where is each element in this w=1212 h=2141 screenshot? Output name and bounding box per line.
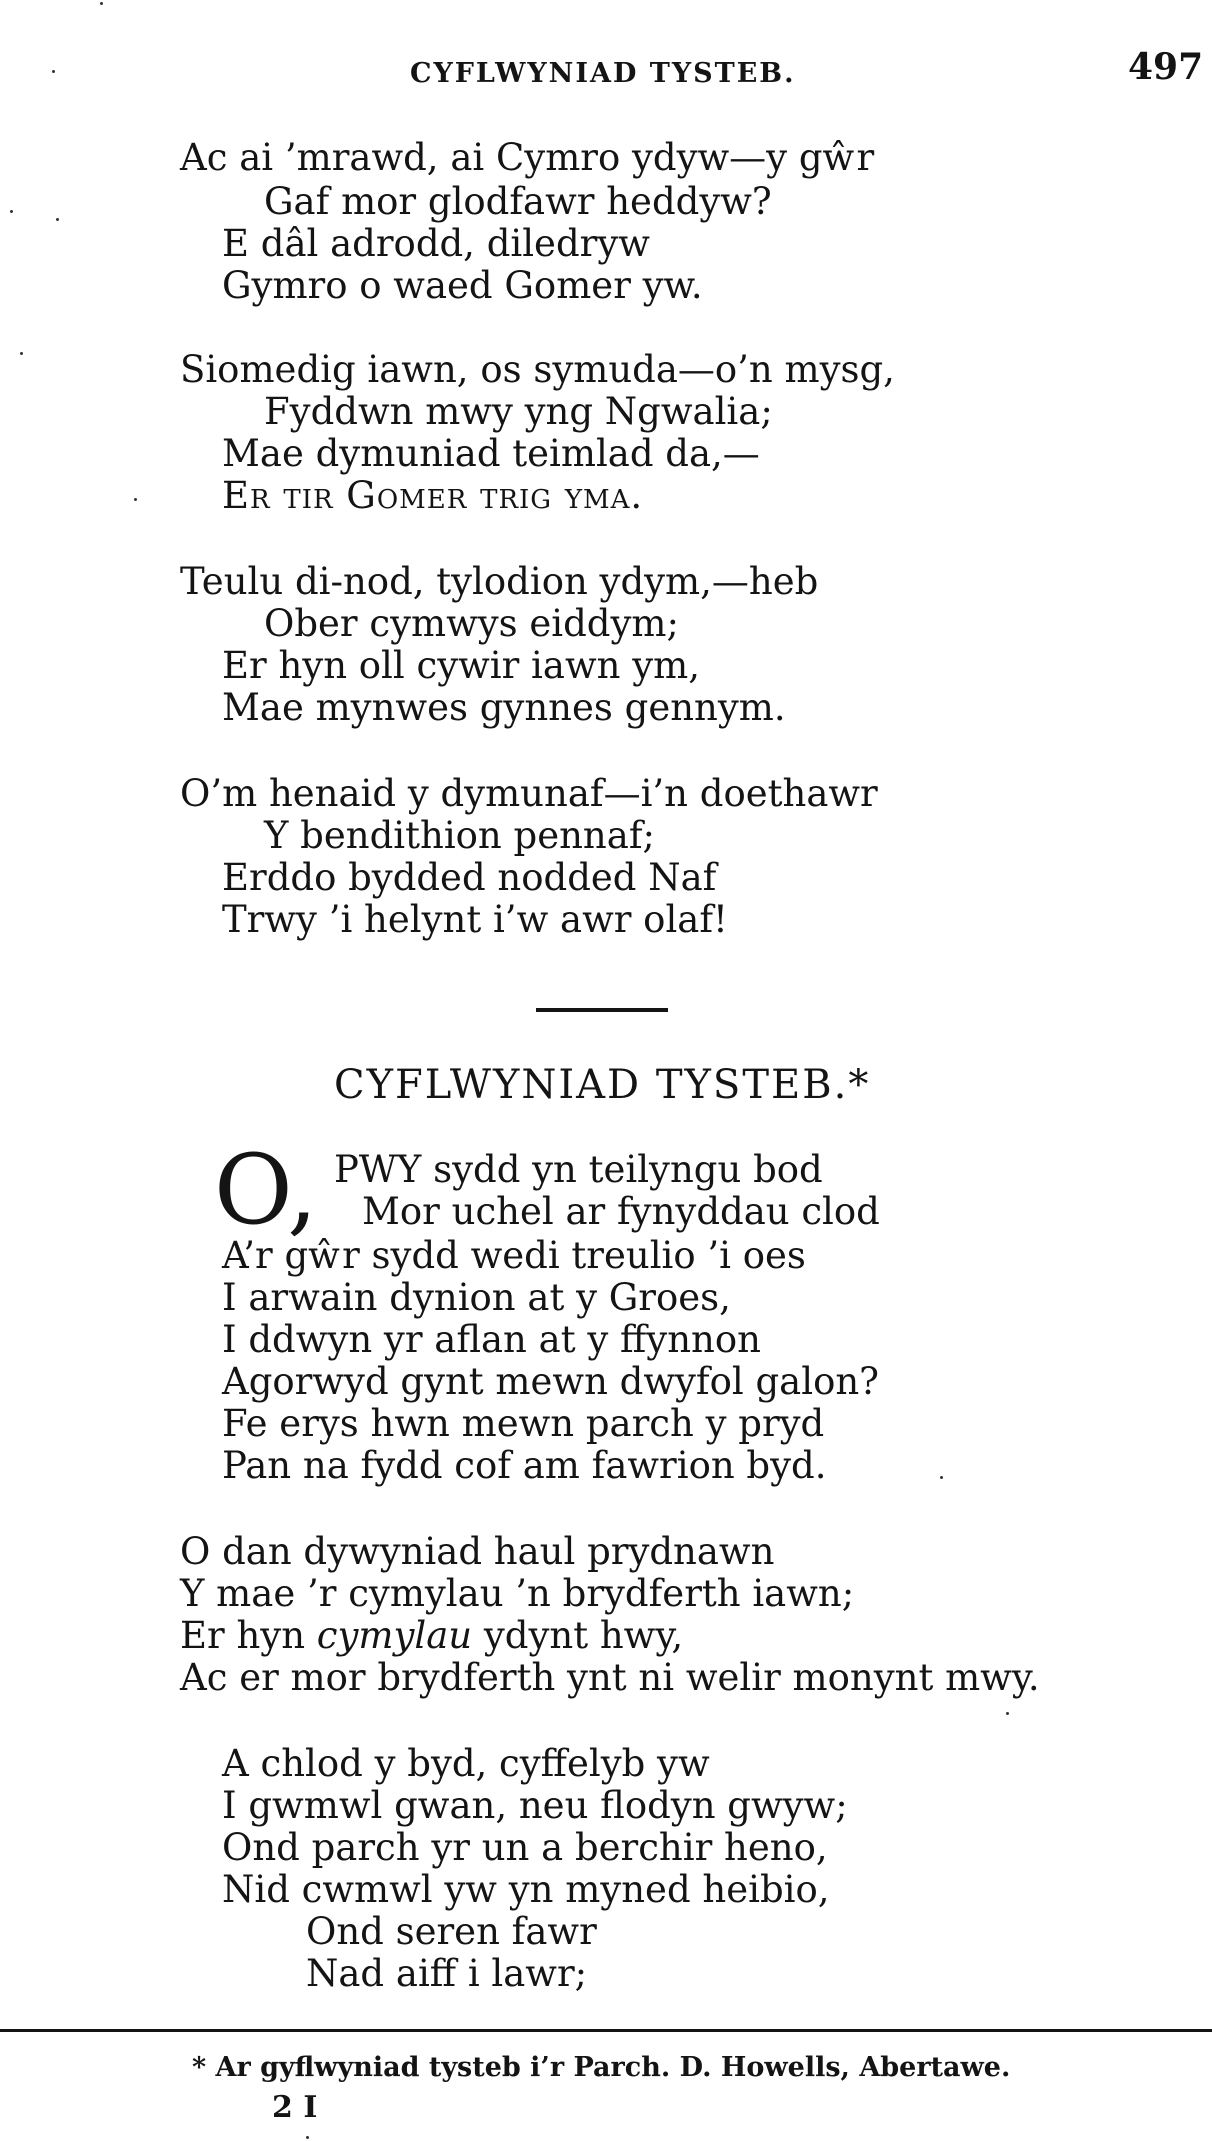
poem1-line: Mae mynwes gynnes gennym. — [222, 686, 786, 729]
poem1-line: E dâl adrodd, diledryw — [222, 222, 650, 265]
poem2-line: I arwain dynion at y Groes, — [222, 1276, 731, 1319]
poem1-line: Ober cymwys eiddym; — [264, 602, 679, 645]
poem1-line: Trwy ’i helynt i’w awr olaf! — [222, 898, 728, 941]
running-head: CYFLWYNIAD TYSTEB. — [410, 58, 796, 89]
poem2-line: Ac er mor brydferth ynt ni welir monynt mwy. — [180, 1656, 1040, 1699]
poem1-line: O’m henaid y dymunaf—i’n doethawr — [180, 772, 878, 815]
poem2-line-part: Er hyn — [180, 1614, 317, 1657]
poem2-line: Agorwyd gynt mewn dwyfol galon? — [222, 1360, 880, 1403]
poem1-line: Siomedig iawn, os symuda—o’n mysg, — [180, 348, 895, 391]
scan-speck — [100, 2, 103, 5]
poem2-line: Fe erys hwn mewn parch y pryd — [222, 1402, 825, 1445]
page-number: 497 — [1128, 46, 1204, 88]
scan-speck — [56, 218, 59, 221]
poem2-line: Ond seren fawr — [306, 1910, 597, 1953]
poem1-line: Gymro o waed Gomer yw. — [222, 264, 703, 307]
poem2-line: I ddwyn yr aflan at y ffynnon — [222, 1318, 761, 1361]
poem2-line: Pan na fydd cof am fawrion byd. — [222, 1444, 827, 1487]
scan-speck — [10, 210, 13, 213]
poem1-line: Teulu di-nod, tylodion ydym,—heb — [180, 560, 819, 603]
poem2-line: A chlod y byd, cyffelyb yw — [222, 1742, 710, 1785]
poem2-line: Mor uchel ar fynyddau clod — [362, 1190, 880, 1233]
poem1-line: Y bendithion pennaf; — [264, 814, 655, 857]
scan-speck — [940, 1476, 943, 1479]
poem2-line: PWY sydd yn teilyngu bod — [334, 1148, 823, 1191]
poem1-line: Mae dymuniad teimlad da,— — [222, 432, 760, 475]
scan-speck — [20, 352, 23, 355]
poem1-line: Fyddwn mwy yng Ngwalia; — [264, 390, 773, 433]
scan-speck — [52, 70, 55, 73]
scan-speck — [134, 498, 137, 501]
poem-title: CYFLWYNIAD TYSTEB.* — [334, 1062, 871, 1108]
printer-signature: 2 I — [272, 2090, 318, 2125]
poem1-line: Er hyn oll cywir iawn ym, — [222, 644, 700, 687]
drop-cap: O, — [214, 1134, 318, 1246]
italic-word: cymylau — [316, 1614, 473, 1657]
poem2-line: Y mae ’r cymylau ’n brydferth iawn; — [180, 1572, 855, 1615]
poem2-line: I gwmwl gwan, neu flodyn gwyw; — [222, 1784, 848, 1827]
footnote: * Ar gyflwyniad tysteb i’r Parch. D. Howells, Abertawe. — [192, 2052, 1011, 2083]
poem1-line: Er tir Gomer trig yma. — [222, 474, 644, 517]
scan-speck — [306, 2136, 309, 2139]
poem2-line: Ond parch yr un a berchir heno, — [222, 1826, 828, 1869]
poem1-line: Gaf mor glodfawr heddyw? — [264, 180, 772, 223]
poem2-line: O dan dywyniad haul prydnawn — [180, 1530, 775, 1573]
poem2-line: A’r gŵr sydd wedi treulio ’i oes — [222, 1234, 806, 1277]
poem2-line: Nid cwmwl yw yn myned heibio, — [222, 1868, 830, 1911]
scan-speck — [1006, 1712, 1009, 1715]
poem1-line: Erddo bydded nodded Naf — [222, 856, 717, 899]
poem2-line — [180, 1614, 683, 1658]
poem2-line-part: ydynt hwy, — [472, 1614, 684, 1657]
poem1-line: Ac ai ’mrawd, ai Cymro ydyw—y gŵr — [180, 136, 875, 179]
poem2-line: Nad aiff i lawr; — [306, 1952, 588, 1995]
section-divider — [536, 1008, 668, 1012]
footnote-rule — [0, 2029, 1212, 2032]
